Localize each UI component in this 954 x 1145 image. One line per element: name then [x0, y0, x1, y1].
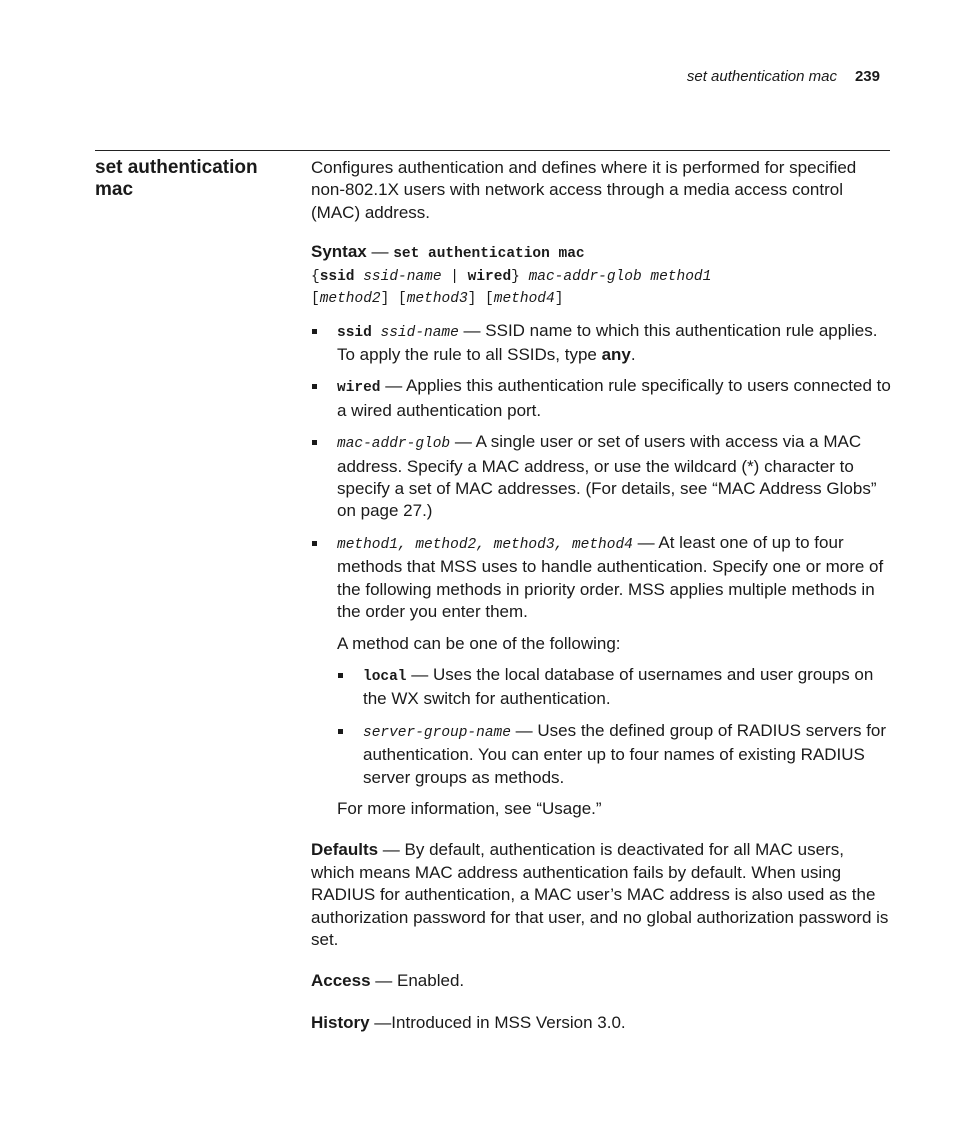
bracket: ]: [554, 290, 564, 307]
method4-arg: method4: [493, 290, 555, 307]
page-number: 239: [854, 68, 880, 85]
syntax-line-2: [311, 266, 891, 288]
method-text: — Uses the defined group of RADIUS servers for authentication. You can enter up to four names of existing RADIUS server groups as methods.: [363, 720, 887, 787]
param-text: — At least one of up to four methods that MSS uses to handle authentication. Specify one or more of the following methods in priority order. MSS applies multiple methods in the order you enter them.: [337, 532, 884, 622]
running-header: [687, 67, 880, 87]
defaults-label: Defaults: [311, 840, 379, 860]
access-paragraph: [311, 970, 891, 992]
method2-arg: method2: [319, 290, 381, 307]
ssid-name-arg: ssid-name: [354, 268, 451, 285]
param-text: — Applies this authentication rule specifically to users connected to a wired authentication port.: [337, 376, 891, 420]
syntax-args: mac-addr-glob method1: [528, 268, 712, 285]
method-list: [337, 664, 891, 789]
access-label: Access: [311, 971, 371, 991]
syntax-line-3: [311, 288, 891, 310]
param-keyword: wired: [337, 380, 381, 397]
running-title: set authentication mac: [686, 68, 837, 85]
method-keyword: local: [363, 668, 407, 685]
param-text: — SSID name to which this authentication rule applies. To apply the rule to all SSIDs, type: [337, 320, 878, 365]
method3-arg: method3: [406, 290, 468, 307]
brace-close: }: [511, 268, 529, 285]
ssid-keyword: ssid: [319, 268, 355, 285]
method-text: — Uses the local database of usernames and user groups on the WX switch for authentication.: [363, 664, 874, 709]
parameter-list: [311, 320, 891, 624]
methods-intro: A method can be one of the following:: [337, 633, 621, 653]
method-arg: server-group-name: [363, 724, 511, 741]
param-bold-word: any: [601, 345, 631, 365]
syntax-heading: [311, 241, 891, 265]
list-item: [337, 720, 891, 789]
list-item: [311, 375, 891, 422]
brace-open: {: [311, 268, 320, 285]
history-label: History: [311, 1012, 370, 1032]
syntax-label: Syntax: [311, 242, 367, 262]
more-info: For more information, see “Usage.”: [337, 798, 602, 818]
access-text: — Enabled.: [370, 971, 465, 991]
syntax-command: set authentication mac: [393, 246, 585, 263]
wired-keyword: wired: [467, 268, 512, 285]
list-item: [311, 431, 891, 523]
history-paragraph: [311, 1012, 891, 1034]
section-body: [311, 157, 891, 1034]
command-description: Configures authentication and defines where it is performed for specified non-802.1X users with network access through a media access control (MAC) address.: [311, 158, 857, 222]
list-item: [337, 664, 891, 711]
history-text: —Introduced in MSS Version 3.0.: [369, 1012, 626, 1032]
defaults-text: — By default, authentication is deactivated for all MAC users, which means MAC address authentication fails by default. When using RADIUS for authentication, a MAC user’s MAC address is also used as the authorization password for that user, and no global authorization password is set.: [311, 840, 889, 949]
section-title: set authentication mac: [95, 157, 258, 200]
param-keyword: ssid: [337, 324, 372, 341]
param-text: .: [630, 345, 636, 365]
param-text: — A single user or set of users with access via a MAC address. Specify a MAC address, or use the wildcard (*) character to specify a set of MAC addresses. (For details, see “MAC Address Globs” on page 27.): [337, 432, 877, 521]
param-arg: ssid-name: [371, 324, 459, 341]
list-item: [311, 532, 891, 624]
syntax-block: [311, 241, 891, 309]
bracket: [: [311, 290, 320, 307]
bracket: ] [: [380, 290, 407, 307]
syntax-dash: —: [366, 242, 394, 262]
bracket: ] [: [467, 290, 494, 307]
section-rule: [95, 150, 890, 151]
defaults-paragraph: [311, 839, 891, 951]
pipe-separator: |: [450, 268, 468, 285]
list-item: [311, 320, 891, 367]
param-arg: method1, method2, method3, method4: [337, 536, 633, 553]
methods-container: [311, 664, 891, 789]
param-arg: mac-addr-glob: [337, 436, 451, 453]
